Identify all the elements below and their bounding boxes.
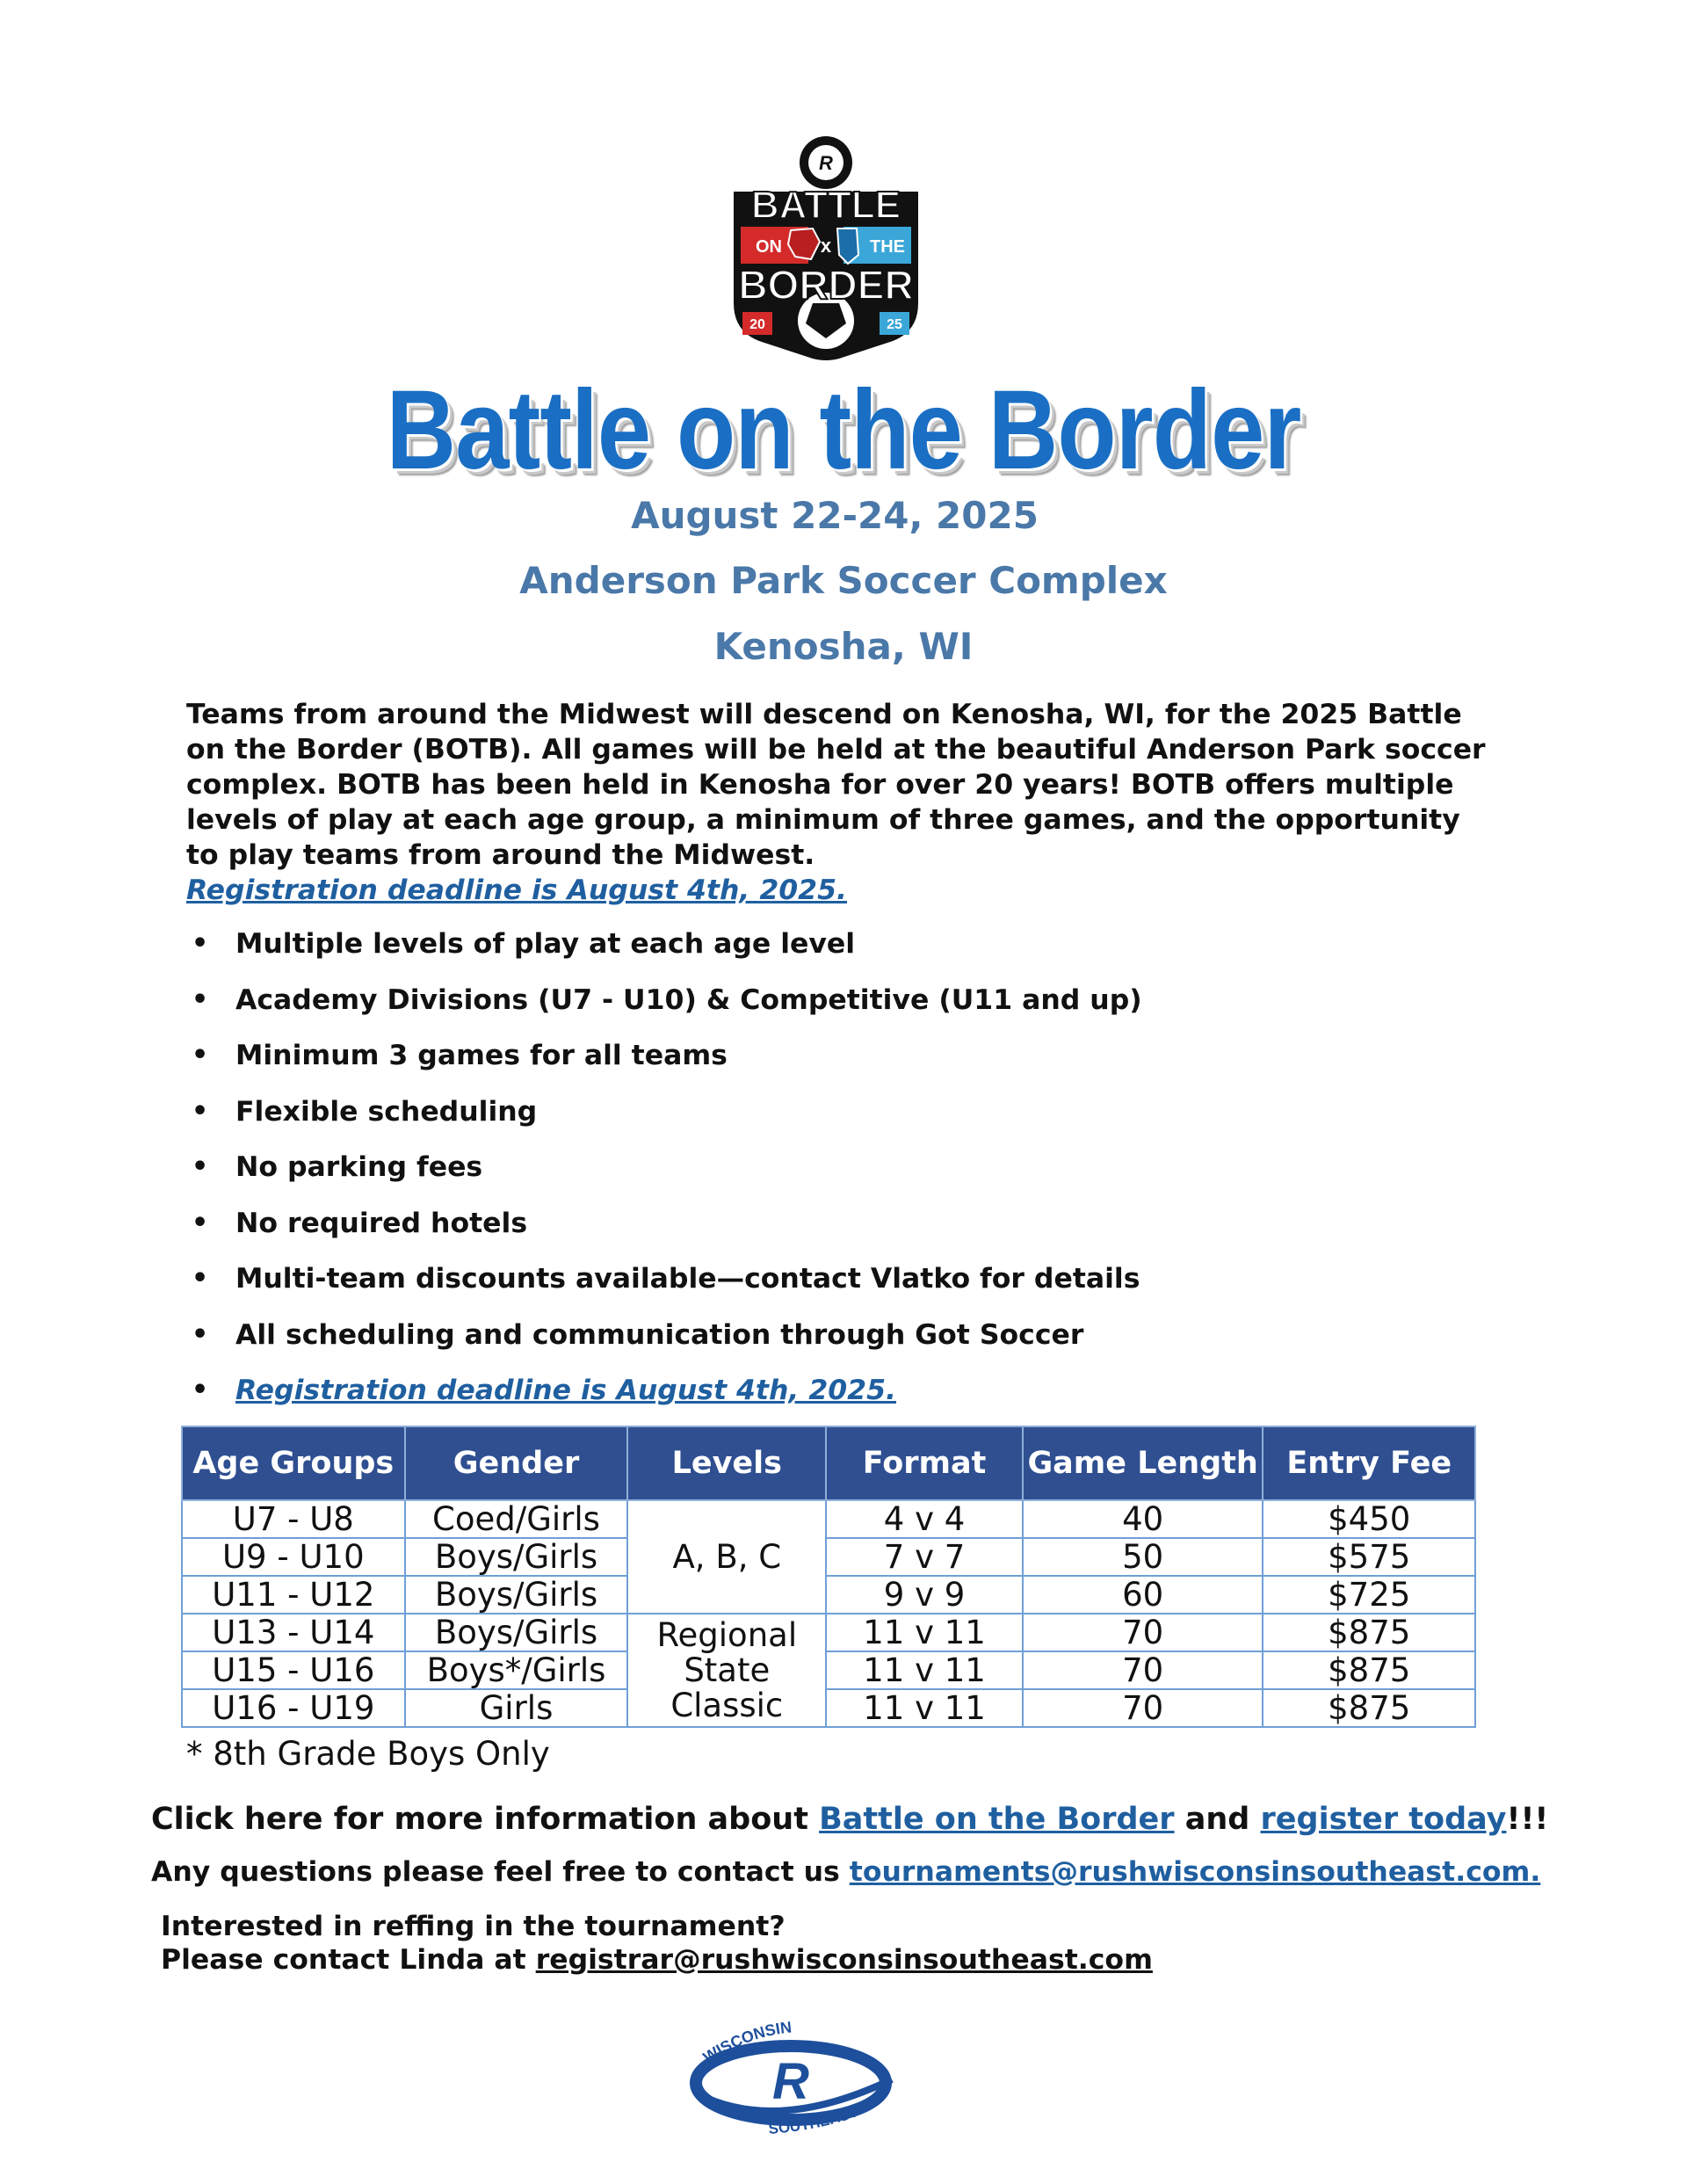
- reffing-contact: Please contact Linda at registrar@rushwisconsinsoutheast.com: [161, 1944, 1153, 1976]
- list-item: • Flexible scheduling: [192, 1095, 538, 1128]
- event-dates: August 22-24, 2025: [631, 494, 1039, 537]
- bullet-icon: •: [192, 928, 209, 959]
- register-today-link[interactable]: register today: [1260, 1802, 1507, 1837]
- logo-year-left: 20: [749, 317, 765, 332]
- intro-paragraph: [186, 697, 1487, 908]
- more-info-line: Click here for more information about Battle on the Border and register today!!!: [151, 1802, 1549, 1837]
- table-row: U16 - U19 Girls 11 v 11 70 $875: [182, 1689, 1475, 1727]
- header-gender: Gender: [405, 1426, 628, 1500]
- logo-text-border: BORDER: [738, 262, 914, 308]
- header-game-length: Game Length: [1023, 1426, 1263, 1500]
- intro-text: Teams from around the Midwest will descend on Kenosha, WI, for the 2025 Battle on the Border (BOTB). All games will be held at the beautiful Anderson Park soccer complex. BOTB has been held in Kenosha for over 20 years! BOTB offers multiple levels of play at each age group, a minimum of three games, and the opportunity to play teams from around the Midwest.: [186, 699, 1486, 871]
- table-row: U7 - U8 Coed/Girls A, B, C 4 v 4 40 $450: [182, 1500, 1475, 1538]
- table-row: U15 - U16 Boys*/Girls 11 v 11 70 $875: [182, 1651, 1475, 1689]
- bullet-icon: •: [192, 1263, 209, 1294]
- reffing-info: [161, 1910, 1153, 1977]
- table-row: U13 - U14 Boys/Girls Regional State Classic 11 v 11 70 $875: [182, 1614, 1475, 1651]
- bullet-icon: •: [192, 1095, 209, 1127]
- logo-text-southeast: SOUTHEAST: [767, 2103, 860, 2138]
- list-item: • Multi-team discounts available—contact Vlatko for details: [192, 1263, 1140, 1295]
- logo-text-the: THE: [870, 237, 905, 257]
- header-format: Format: [826, 1426, 1023, 1500]
- battle-on-the-border-logo: [707, 123, 945, 369]
- logo-year-right: 25: [887, 317, 902, 332]
- registrar-email-link[interactable]: registrar@rushwisconsinsoutheast.com: [535, 1944, 1153, 1976]
- event-city: Kenosha, WI: [713, 625, 974, 668]
- bullet-icon: •: [192, 1207, 209, 1238]
- reffing-question: Interested in reffing in the tournament?: [161, 1911, 786, 1942]
- list-item: • No parking fees: [192, 1151, 483, 1183]
- logo-text-x: x: [820, 235, 832, 257]
- table-row: U11 - U12 Boys/Girls 9 v 9 60 $725: [182, 1576, 1475, 1614]
- list-item: • No required hotels: [192, 1207, 528, 1239]
- bullet-icon: •: [192, 1040, 209, 1070]
- table-row: U9 - U10 Boys/Girls 7 v 7 50 $575: [182, 1538, 1475, 1576]
- bullet-icon: •: [192, 1318, 209, 1350]
- bullet-icon: •: [192, 1375, 209, 1405]
- list-item: • Academy Divisions (U7 - U10) & Competitive (U11 and up): [192, 983, 1142, 1016]
- tournaments-email-link[interactable]: tournaments@rushwisconsinsoutheast.com.: [849, 1856, 1541, 1888]
- event-venue: Anderson Park Soccer Complex: [519, 559, 1168, 602]
- table-header-row: [182, 1426, 1475, 1500]
- levels-group-2: Regional State Classic: [627, 1614, 826, 1727]
- page-title: Battle on the Border: [386, 367, 1301, 493]
- list-item: • All scheduling and communication through Got Soccer: [192, 1318, 1084, 1351]
- rush-wisconsin-southeast-logo: [672, 2011, 918, 2143]
- registration-deadline-link[interactable]: Registration deadline is August 4th, 2025.: [235, 1375, 896, 1406]
- table-footnote: * 8th Grade Boys Only: [186, 1735, 550, 1773]
- registration-deadline-link[interactable]: Registration deadline is August 4th, 2025.: [186, 874, 847, 906]
- battle-on-the-border-link[interactable]: Battle on the Border: [819, 1802, 1175, 1837]
- header-levels: Levels: [627, 1426, 826, 1500]
- svg-text:R: R: [819, 152, 833, 174]
- list-item-deadline[interactable]: [186, 1373, 1504, 1429]
- list-item: • Multiple levels of play at each age level: [192, 928, 856, 960]
- header-entry-fee: Entry Fee: [1263, 1426, 1475, 1500]
- bullet-icon: •: [192, 1151, 209, 1182]
- svg-text:R: R: [772, 2053, 809, 2110]
- logo-text-wisconsin: WISCONSIN: [699, 2018, 793, 2067]
- logo-text-battle: BATTLE: [750, 184, 901, 227]
- header-age-groups: Age Groups: [182, 1426, 405, 1500]
- levels-group-1: A, B, C: [627, 1500, 826, 1614]
- bullet-icon: •: [192, 983, 209, 1015]
- logo-text-on: ON: [756, 237, 782, 257]
- questions-line: Any questions please feel free to contact us tournaments@rushwisconsinsoutheast.com.: [151, 1856, 1541, 1888]
- list-item: • Minimum 3 games for all teams: [192, 1040, 728, 1071]
- fee-table: [181, 1426, 1476, 1728]
- feature-list: [186, 926, 1504, 1429]
